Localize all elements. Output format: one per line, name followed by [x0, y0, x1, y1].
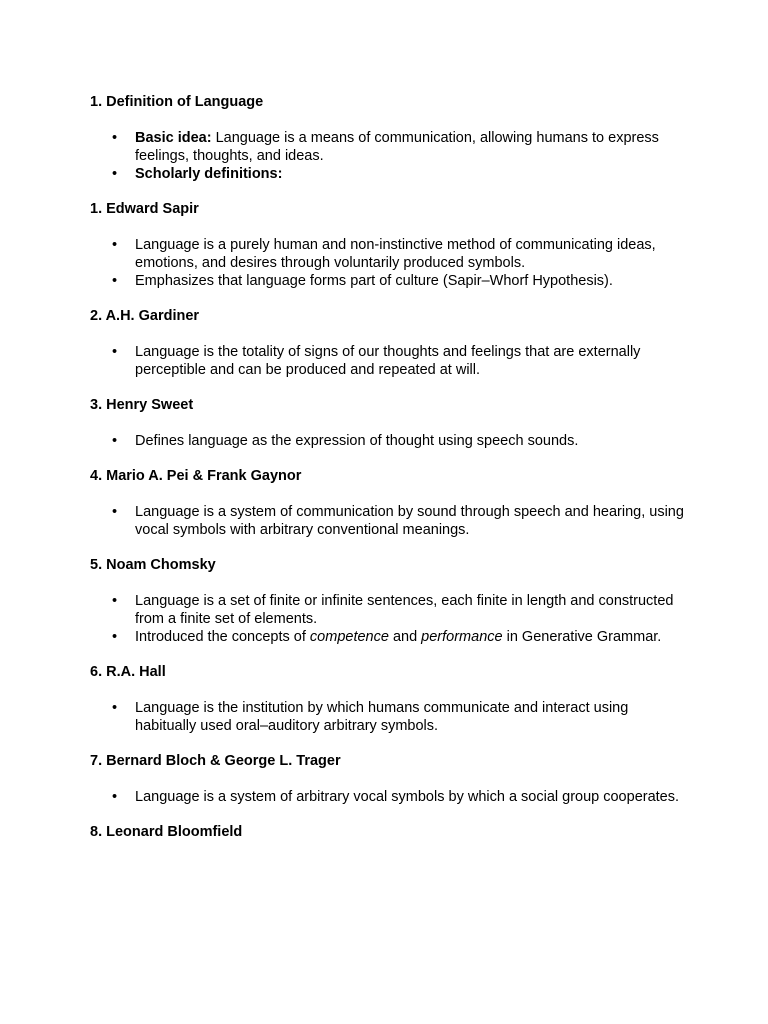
- bullet-icon: •: [112, 433, 118, 449]
- bullet-list: [90, 236, 690, 290]
- section-heading: 1. Edward Sapir: [90, 201, 199, 217]
- section-heading: 3. Henry Sweet: [90, 397, 194, 413]
- bullet-item: [90, 272, 690, 290]
- bullet-icon: •: [112, 700, 118, 716]
- section-heading: 2. A.H. Gardiner: [90, 308, 200, 324]
- section: [90, 200, 690, 290]
- section: [90, 396, 690, 450]
- bullet-icon: •: [112, 130, 118, 146]
- bullet-icon: •: [112, 344, 118, 360]
- bullet-icon: •: [112, 593, 118, 609]
- body-text: Language is a system of arbitrary vocal symbols by which a social group cooperates.: [135, 789, 680, 805]
- body-text: Emphasizes that language forms part of culture (Sapir–Whorf Hypothesis).: [135, 273, 613, 289]
- bullet-item: [90, 343, 690, 379]
- italic-text: competence: [309, 629, 389, 645]
- bullet-icon: •: [112, 273, 118, 289]
- document-page: [90, 93, 690, 841]
- section-heading: 1. Definition of Language: [90, 94, 264, 110]
- italic-text: performance: [421, 629, 503, 645]
- section: [90, 307, 690, 379]
- bullet-item: [90, 129, 690, 165]
- body-text: Introduced the concepts of: [135, 629, 310, 645]
- bullet-list: [90, 343, 690, 379]
- body-text: Language is a set of finite or infinite sentences, each finite in length and constructed from a finite set of elements.: [135, 593, 674, 627]
- bullet-item: [90, 165, 690, 183]
- bold-text: Basic idea:: [135, 130, 212, 146]
- body-text: and: [388, 629, 422, 645]
- bullet-item: [90, 628, 690, 646]
- bullet-item: [90, 592, 690, 628]
- bullet-icon: •: [112, 789, 118, 805]
- bullet-item: [90, 236, 690, 272]
- bullet-item: [90, 788, 690, 806]
- bullet-list: [90, 432, 690, 450]
- bullet-list: [90, 503, 690, 539]
- bullet-icon: •: [112, 629, 118, 645]
- bullet-list: [90, 699, 690, 735]
- bold-text: Scholarly definitions:: [135, 166, 283, 182]
- body-text: Language is the institution by which humans communicate and interact using habitually used oral–auditory arbitrary symbols.: [135, 700, 629, 734]
- bullet-item: [90, 503, 690, 539]
- body-text: Language is a system of communication by sound through speech and hearing, using vocal symbols with arbitrary conventional meanings.: [135, 504, 684, 538]
- bullet-icon: •: [112, 166, 118, 182]
- section: [90, 556, 690, 646]
- section: [90, 752, 690, 806]
- bullet-item: [90, 699, 690, 735]
- bullet-list: [90, 129, 690, 183]
- body-text: Language is a purely human and non-instinctive method of communicating ideas, emotions, and desires through voluntarily produced symbols.: [135, 237, 656, 271]
- section: [90, 93, 690, 183]
- body-text: in Generative Grammar.: [502, 629, 662, 645]
- bullet-list: [90, 592, 690, 646]
- body-text: Language is the totality of signs of our thoughts and feelings that are externally perceptible and can be produced and repeated at will.: [135, 344, 641, 378]
- bullet-icon: •: [112, 237, 118, 253]
- section-heading: 8. Leonard Bloomfield: [90, 824, 243, 840]
- bullet-icon: •: [112, 504, 118, 520]
- section: [90, 663, 690, 735]
- section: [90, 823, 690, 841]
- bullet-list: [90, 788, 690, 806]
- section-heading: 7. Bernard Bloch & George L. Trager: [90, 753, 341, 769]
- bullet-item: [90, 432, 690, 450]
- body-text: Defines language as the expression of thought using speech sounds.: [135, 433, 579, 449]
- section: [90, 467, 690, 539]
- section-heading: 5. Noam Chomsky: [90, 557, 216, 573]
- section-heading: 6. R.A. Hall: [90, 664, 166, 680]
- body-text: Language is a means of communication, allowing humans to express feelings, thoughts, and ideas.: [135, 130, 659, 164]
- section-heading: 4. Mario A. Pei & Frank Gaynor: [90, 468, 302, 484]
